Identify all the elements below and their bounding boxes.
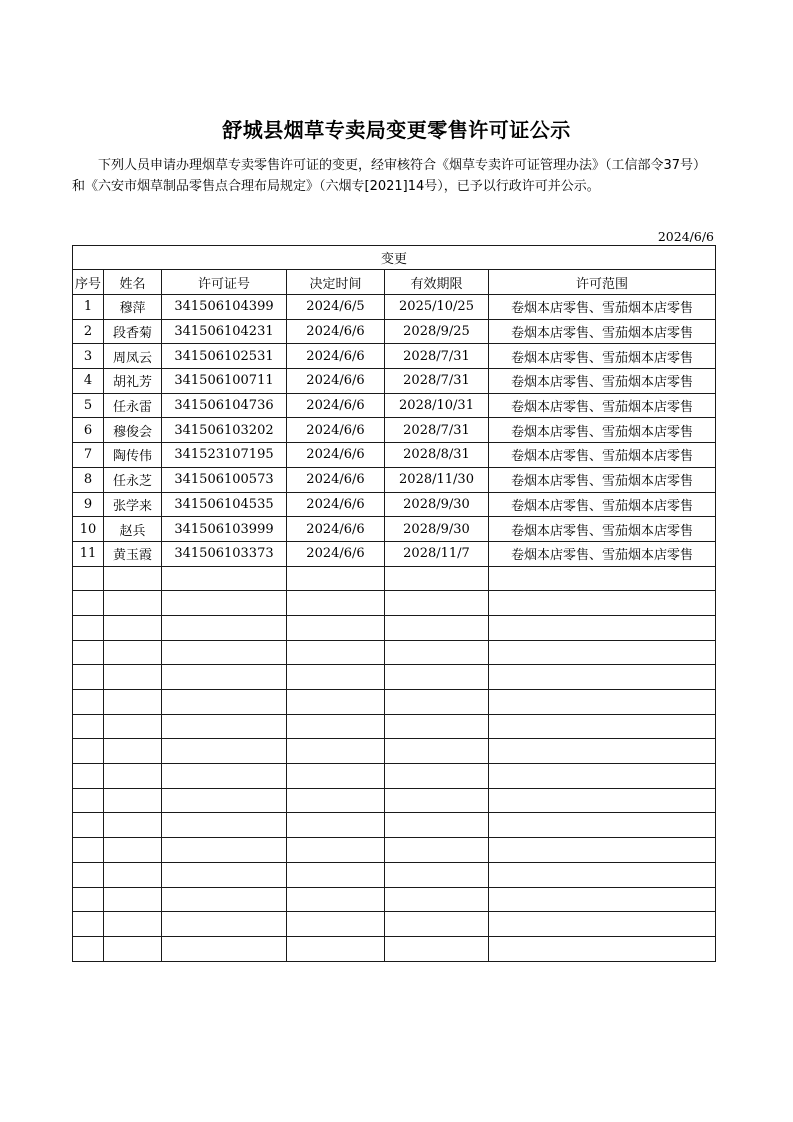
cell-license: 341506100573 <box>162 467 287 492</box>
empty-cell <box>385 764 489 789</box>
empty-cell <box>489 640 716 665</box>
empty-table-row <box>73 566 716 591</box>
empty-cell <box>385 936 489 961</box>
empty-cell <box>73 838 104 863</box>
table-row <box>73 517 716 542</box>
empty-cell <box>104 665 162 690</box>
cell-name: 胡礼芳 <box>104 369 162 394</box>
empty-cell <box>287 764 385 789</box>
empty-cell <box>104 887 162 912</box>
empty-cell <box>385 887 489 912</box>
cell-license: 341506104535 <box>162 492 287 517</box>
cell-scope: 卷烟本店零售、雪茄烟本店零售 <box>489 319 716 344</box>
cell-scope: 卷烟本店零售、雪茄烟本店零售 <box>489 517 716 542</box>
group-header-cell <box>73 246 716 270</box>
group-header-row <box>73 246 716 270</box>
empty-cell <box>104 615 162 640</box>
empty-table-row <box>73 591 716 616</box>
empty-cell <box>287 665 385 690</box>
cell-valid-until: 2028/7/31 <box>385 369 489 394</box>
page-title: 舒城县烟草专卖局变更零售许可证公示 <box>222 118 571 142</box>
cell-name: 周凤云 <box>104 344 162 369</box>
empty-cell <box>162 838 287 863</box>
table-row <box>73 443 716 468</box>
cell-no: 1 <box>73 295 104 320</box>
empty-table-row <box>73 714 716 739</box>
cell-decision-date: 2024/6/6 <box>287 393 385 418</box>
empty-cell <box>489 591 716 616</box>
group-header-label: 变更 <box>381 252 408 267</box>
empty-cell <box>385 788 489 813</box>
cell-scope: 卷烟本店零售、雪茄烟本店零售 <box>489 344 716 369</box>
empty-cell <box>287 912 385 937</box>
empty-cell <box>73 862 104 887</box>
cell-license: 341506100711 <box>162 369 287 394</box>
column-header-row <box>73 270 716 295</box>
intro-paragraph: 下列人员申请办理烟草专卖零售许可证的变更，经审核符合《烟草专卖许可证管理办法》（工信部令37号）和《六安市烟草制品零售点合理布局规定》（六烟专[2021]14号），已予以行政许可并公示。 <box>72 158 707 194</box>
empty-cell <box>385 912 489 937</box>
empty-cell <box>162 665 287 690</box>
empty-cell <box>162 714 287 739</box>
empty-cell <box>287 813 385 838</box>
empty-cell <box>104 690 162 715</box>
cell-name: 任永芝 <box>104 467 162 492</box>
cell-no: 10 <box>73 517 104 542</box>
cell-name: 张学来 <box>104 492 162 517</box>
cell-no: 11 <box>73 541 104 566</box>
empty-table-row <box>73 912 716 937</box>
empty-cell <box>385 714 489 739</box>
empty-table-row <box>73 739 716 764</box>
cell-decision-date: 2024/6/6 <box>287 492 385 517</box>
empty-cell <box>73 714 104 739</box>
empty-cell <box>287 862 385 887</box>
column-header-valid-until: 有效期限 <box>385 270 489 295</box>
empty-cell <box>385 862 489 887</box>
empty-cell <box>287 615 385 640</box>
empty-cell <box>287 887 385 912</box>
empty-cell <box>489 764 716 789</box>
publish-date: 2024/6/6 <box>657 229 714 244</box>
cell-valid-until: 2028/7/31 <box>385 418 489 443</box>
table-row <box>73 418 716 443</box>
empty-cell <box>104 936 162 961</box>
empty-cell <box>104 813 162 838</box>
cell-license: 341506104399 <box>162 295 287 320</box>
empty-cell <box>73 690 104 715</box>
empty-cell <box>287 788 385 813</box>
empty-table-row <box>73 862 716 887</box>
cell-decision-date: 2024/6/6 <box>287 319 385 344</box>
table-row <box>73 369 716 394</box>
cell-license: 341506104736 <box>162 393 287 418</box>
empty-cell <box>104 788 162 813</box>
empty-cell <box>287 739 385 764</box>
cell-decision-date: 2024/6/6 <box>287 443 385 468</box>
empty-cell <box>489 665 716 690</box>
cell-name: 陶传伟 <box>104 443 162 468</box>
empty-cell <box>385 813 489 838</box>
empty-table-row <box>73 665 716 690</box>
empty-cell <box>162 887 287 912</box>
empty-cell <box>73 615 104 640</box>
empty-cell <box>287 690 385 715</box>
empty-cell <box>287 591 385 616</box>
empty-cell <box>489 739 716 764</box>
table-row <box>73 319 716 344</box>
empty-cell <box>385 739 489 764</box>
cell-name: 黄玉霞 <box>104 541 162 566</box>
cell-scope: 卷烟本店零售、雪茄烟本店零售 <box>489 418 716 443</box>
license-table <box>72 245 716 962</box>
column-header-scope: 许可范围 <box>489 270 716 295</box>
cell-license: 341506103999 <box>162 517 287 542</box>
empty-cell <box>73 665 104 690</box>
cell-license: 341506103202 <box>162 418 287 443</box>
empty-table-row <box>73 640 716 665</box>
empty-table-row <box>73 615 716 640</box>
table-row <box>73 344 716 369</box>
empty-cell <box>287 838 385 863</box>
cell-name: 段香菊 <box>104 319 162 344</box>
empty-table-row <box>73 788 716 813</box>
empty-cell <box>104 591 162 616</box>
cell-valid-until: 2028/9/25 <box>385 319 489 344</box>
empty-cell <box>489 690 716 715</box>
empty-table-row <box>73 887 716 912</box>
empty-cell <box>287 714 385 739</box>
empty-cell <box>162 566 287 591</box>
column-header-license: 许可证号 <box>162 270 287 295</box>
empty-cell <box>385 640 489 665</box>
empty-cell <box>489 862 716 887</box>
empty-cell <box>489 566 716 591</box>
empty-cell <box>162 739 287 764</box>
empty-cell <box>162 690 287 715</box>
cell-scope: 卷烟本店零售、雪茄烟本店零售 <box>489 492 716 517</box>
empty-cell <box>73 739 104 764</box>
cell-scope: 卷烟本店零售、雪茄烟本店零售 <box>489 295 716 320</box>
empty-table-row <box>73 764 716 789</box>
empty-table-row <box>73 690 716 715</box>
cell-license: 341506102531 <box>162 344 287 369</box>
cell-valid-until: 2028/11/30 <box>385 467 489 492</box>
cell-no: 5 <box>73 393 104 418</box>
empty-cell <box>73 788 104 813</box>
cell-name: 赵兵 <box>104 517 162 542</box>
cell-decision-date: 2024/6/6 <box>287 517 385 542</box>
empty-cell <box>104 764 162 789</box>
empty-cell <box>73 640 104 665</box>
empty-cell <box>104 714 162 739</box>
cell-decision-date: 2024/6/6 <box>287 418 385 443</box>
empty-cell <box>73 912 104 937</box>
empty-cell <box>287 936 385 961</box>
cell-name: 穆萍 <box>104 295 162 320</box>
table-row <box>73 492 716 517</box>
empty-cell <box>489 887 716 912</box>
cell-scope: 卷烟本店零售、雪茄烟本店零售 <box>489 443 716 468</box>
empty-cell <box>489 615 716 640</box>
empty-cell <box>385 591 489 616</box>
empty-cell <box>162 813 287 838</box>
cell-name: 任永雷 <box>104 393 162 418</box>
empty-table-row <box>73 936 716 961</box>
cell-valid-until: 2028/7/31 <box>385 344 489 369</box>
empty-cell <box>385 665 489 690</box>
cell-valid-until: 2028/9/30 <box>385 492 489 517</box>
empty-table-row <box>73 838 716 863</box>
empty-cell <box>73 887 104 912</box>
empty-cell <box>73 566 104 591</box>
empty-cell <box>162 862 287 887</box>
cell-decision-date: 2024/6/6 <box>287 467 385 492</box>
cell-no: 6 <box>73 418 104 443</box>
empty-cell <box>489 714 716 739</box>
empty-cell <box>287 640 385 665</box>
empty-cell <box>73 764 104 789</box>
table-row <box>73 541 716 566</box>
empty-cell <box>73 813 104 838</box>
cell-valid-until: 2028/10/31 <box>385 393 489 418</box>
empty-cell <box>162 591 287 616</box>
empty-cell <box>73 936 104 961</box>
empty-cell <box>489 936 716 961</box>
empty-cell <box>104 838 162 863</box>
empty-table-row <box>73 813 716 838</box>
empty-cell <box>162 615 287 640</box>
column-header-decision-date: 决定时间 <box>287 270 385 295</box>
cell-no: 9 <box>73 492 104 517</box>
cell-license: 341523107195 <box>162 443 287 468</box>
cell-no: 4 <box>73 369 104 394</box>
cell-name: 穆俊会 <box>104 418 162 443</box>
empty-cell <box>73 591 104 616</box>
empty-cell <box>385 690 489 715</box>
table-body <box>73 295 716 962</box>
empty-cell <box>385 615 489 640</box>
empty-cell <box>104 862 162 887</box>
cell-no: 8 <box>73 467 104 492</box>
empty-cell <box>162 640 287 665</box>
cell-scope: 卷烟本店零售、雪茄烟本店零售 <box>489 541 716 566</box>
cell-valid-until: 2028/11/7 <box>385 541 489 566</box>
cell-valid-until: 2025/10/25 <box>385 295 489 320</box>
empty-cell <box>104 640 162 665</box>
cell-license: 341506103373 <box>162 541 287 566</box>
cell-decision-date: 2024/6/6 <box>287 344 385 369</box>
empty-cell <box>104 912 162 937</box>
empty-cell <box>489 788 716 813</box>
cell-scope: 卷烟本店零售、雪茄烟本店零售 <box>489 393 716 418</box>
cell-no: 2 <box>73 319 104 344</box>
cell-decision-date: 2024/6/6 <box>287 541 385 566</box>
cell-scope: 卷烟本店零售、雪茄烟本店零售 <box>489 467 716 492</box>
cell-valid-until: 2028/9/30 <box>385 517 489 542</box>
empty-cell <box>489 838 716 863</box>
cell-decision-date: 2024/6/6 <box>287 369 385 394</box>
empty-cell <box>385 566 489 591</box>
cell-scope: 卷烟本店零售、雪茄烟本店零售 <box>489 369 716 394</box>
empty-cell <box>104 566 162 591</box>
empty-cell <box>287 566 385 591</box>
empty-cell <box>489 912 716 937</box>
cell-license: 341506104231 <box>162 319 287 344</box>
cell-no: 7 <box>73 443 104 468</box>
table-row <box>73 393 716 418</box>
empty-cell <box>489 813 716 838</box>
cell-decision-date: 2024/6/5 <box>287 295 385 320</box>
cell-valid-until: 2028/8/31 <box>385 443 489 468</box>
empty-cell <box>104 739 162 764</box>
table-row <box>73 295 716 320</box>
empty-cell <box>162 936 287 961</box>
empty-cell <box>162 912 287 937</box>
empty-cell <box>385 838 489 863</box>
column-header-name: 姓名 <box>104 270 162 295</box>
cell-no: 3 <box>73 344 104 369</box>
empty-cell <box>162 788 287 813</box>
column-header-no: 序号 <box>73 270 104 295</box>
empty-cell <box>162 764 287 789</box>
table-row <box>73 467 716 492</box>
